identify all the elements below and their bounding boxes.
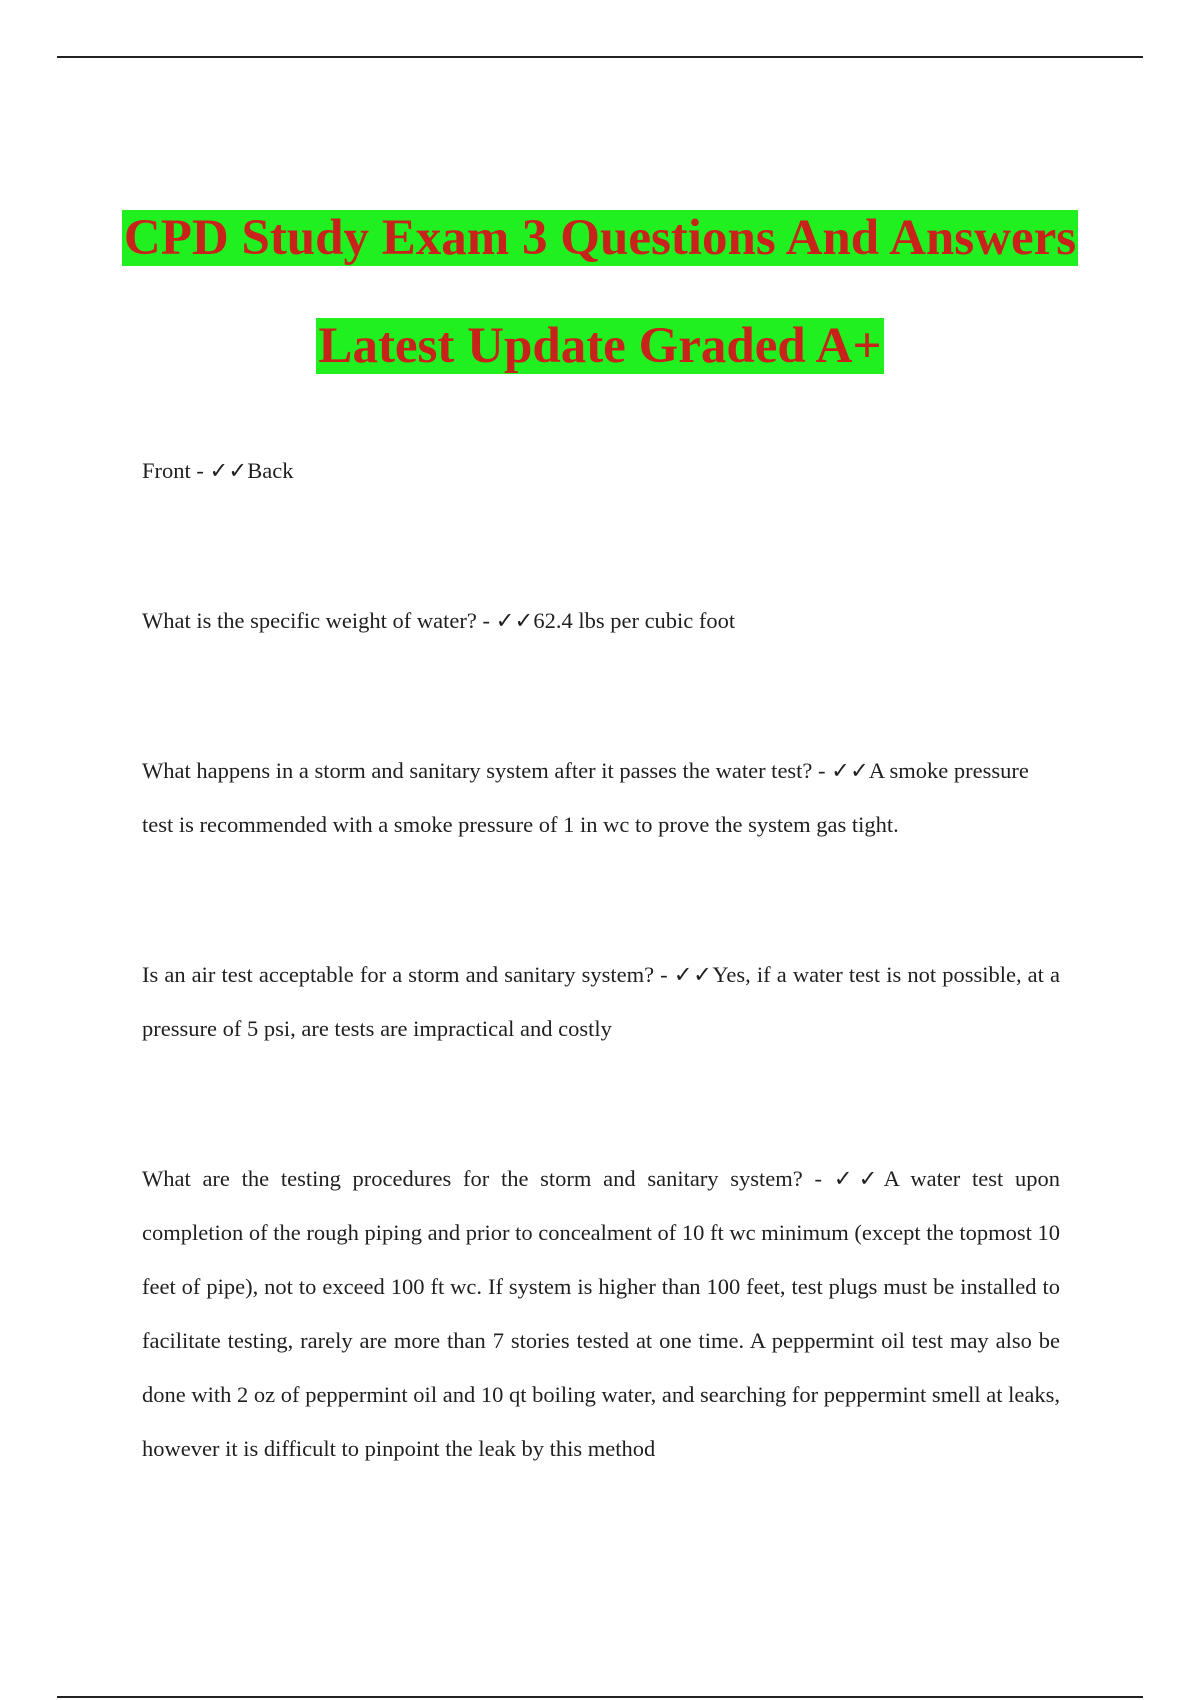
question-text: Is an air test acceptable for a storm and sanitary system? (142, 962, 655, 987)
footer-rule (57, 1696, 1143, 1698)
qa-entry-air-test (142, 948, 1060, 1056)
question-text: What is the specific weight of water? (142, 608, 477, 633)
document-title (0, 208, 1200, 376)
qa-entry-testing-procedures (142, 1152, 1060, 1476)
title-line-1 (0, 208, 1200, 268)
answer-text: 62.4 lbs per cubic foot (533, 608, 736, 633)
answer-text: Yes, if a water test is not possible, at a pressure of 5 psi, are tests are impractical and costly (142, 962, 1060, 1041)
answer-text: A water test upon completion of the rough piping and prior to concealment of 10 ft wc minimum (except the topmost 10 feet of pipe), not to exceed 100 ft wc. If system is higher than 100 feet, test plugs must be installed to facilitate testing, rarely are more than 7 stories tested at one time. A peppermint oil test may also be done with 2 oz of peppermint oil and 10 qt boiling water, and searching for peppermint smell at leaks, however it is difficult to pinpoint the leak by this method (142, 1166, 1060, 1461)
title-line-2 (0, 316, 1200, 376)
answer-check-icon: - ✓✓ (190, 458, 248, 483)
answer-check-icon: - ✓✓ (654, 962, 713, 987)
qa-entry-smoke-test (142, 744, 1060, 852)
answer-check-icon: - ✓✓ (802, 1166, 884, 1191)
answer-text: A smoke pressure test is recommended with a smoke pressure of 1 in wc to prove the system gas tight. (142, 758, 1029, 837)
question-text: What are the testing procedures for the storm and sanitary system? (142, 1166, 803, 1191)
answer-text: Back (247, 458, 294, 483)
answer-check-icon: - ✓✓ (476, 608, 534, 633)
qa-list (142, 444, 1060, 1476)
title-line-1-text: CPD Study Exam 3 Questions And Answers (123, 210, 1077, 266)
question-text: Front (142, 458, 191, 483)
title-line-2-text: Latest Update Graded A+ (318, 318, 882, 374)
answer-check-icon: - ✓✓ (812, 758, 869, 783)
qa-entry-specific-weight (142, 594, 1060, 648)
question-text: What happens in a storm and sanitary system after it passes the water test? (142, 758, 813, 783)
header-rule (57, 56, 1143, 58)
qa-entry-front-back (142, 444, 1060, 498)
